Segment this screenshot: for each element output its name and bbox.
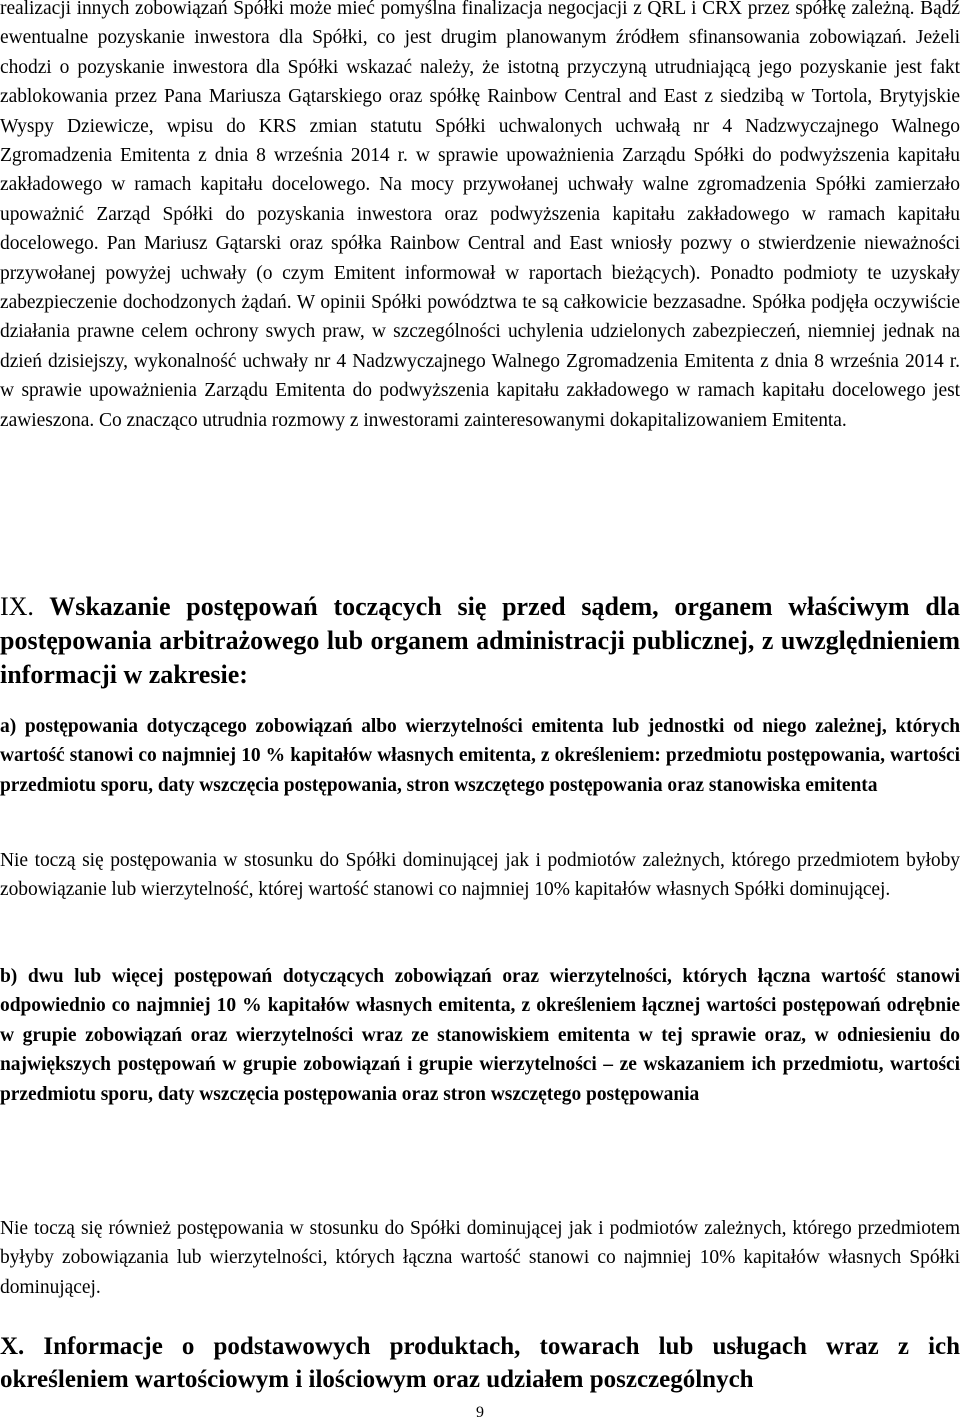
intro-paragraph: realizacji innych zobowiązań Spółki może mieć pomyślna finalizacja negocjacji z QRL i CRX przez spółkę zależną. Bądź ewentualne pozyskanie inwestora dla Spółki, co jest drugim planowanym źródłem sfinansowania zobowiązań. Jeżeli chodzi o pozyskanie inwestora dla Spółki wskazać należy, że istotną przyczyną utrudniającą jego pozyskanie jest fakt zablokowania przez Pana Mariusza Gątarskiego oraz spółkę Rainbow Central and East z siedzibą w Tortola, Brytyjskie Wyspy Dziewicze, wpisu do KRS zmian statutu Spółki uchwalonych uchwałą nr 4 Nadzwyczajnego Walnego Zgromadzenia Emitenta z dnia 8 września 2014 r. w sprawie upoważnienia Zarządu Spółki do podwyższenia kapitału zakładowego w ramach kapitału docelowego. Na mocy przywołanej uchwały walne zgromadzenia Spółki zamierzało upoważnić Zarząd Spółki do pozyskania inwestora oraz podwyższenia kapitału zakładowego w ramach kapitału docelowego. Pan Mariusz Gątarski oraz spółka Rainbow Central and East wniosły pozwy o stwierdzenie nieważności przywołanej powyżej uchwały (o czym Emitent informował w raportach bieżących). Ponadto podmioty te uzyskały zabezpieczenie dochodzonych żądań. W opinii Spółki powództwa te są całkowicie bezzasadne. Spółka podjęła oczywiście działania prawne celem ochrony swych praw, w szczególności uchylenia udzielonych zabezpieczeń, niemniej jednak na dzień dzisiejszy, wykonalność uchwały nr 4 Nadzwyczajnego Walnego Zgromadzenia Emitenta z dnia 8 września 2014 r. w sprawie upoważnienia Zarządu Emitenta do podwyższenia kapitału zakładowego w ramach kapitału docelowego jest zawieszona. Co znacząco utrudnia rozmowy z inwestorami zainteresowanymi dokapitalizowaniem Emitenta.: [0, 0, 960, 431]
point-a-body: Nie toczą się postępowania w stosunku do Spółki dominującej jak i podmiotów zależnych, którego przedmiotem byłoby zobowiązanie lub wierzytelność, której wartość stanowi co najmniej 10% kapitałów własnych Spółki dominującej.: [0, 850, 960, 901]
point-a-title: a) postępowania dotyczącego zobowiązań albo wierzytelności emitenta lub jednostki od niego zależnej, których wartość stanowi co najmniej 10 % kapitałów własnych emitenta, z określeniem: przedmiotu postępowania, wartości przedmiotu sporu, daty wszczęcia postępowania, stron wszczętego postępowania oraz stanowiska emitenta: [0, 716, 960, 796]
page-number: 9: [476, 1404, 484, 1421]
point-b-title: b) dwu lub więcej postępowań dotyczących zobowiązań oraz wierzytelności, których łączna wartość stanowi odpowiednio co najmniej 10 % kapitałów własnych emitenta, z określeniem łącznej wartości postępowań odrębnie w grupie zobowiązań oraz wierzytelności wraz ze stanowiskiem emitenta w tej sprawie oraz, w odniesieniu do największych postępowań w grupie zobowiązań i grupie wierzytelności – ze wskazaniem ich przedmiotu, wartości przedmiotu sporu, daty wszczęcia postępowania oraz stron wszczętego postępowania: [0, 966, 960, 1105]
point-b-body: Nie toczą się również postępowania w stosunku do Spółki dominującej jak i podmiotów zależnych, którego przedmiotem byłyby zobowiązania lub wierzytelności, których łączna wartość stanowi co najmniej 10% kapitałów własnych Spółki dominującej.: [0, 1218, 960, 1298]
section-x-heading: [0, 1330, 960, 1396]
section-ix-heading: [0, 590, 960, 692]
section-x-number: X.: [0, 1333, 25, 1360]
section-ix-number: IX.: [0, 592, 34, 621]
section-x-title: Informacje o podstawowych produktach, towarach lub usługach wraz z ich określeniem wartościowym i ilościowym oraz udziałem poszczególnych: [0, 1333, 960, 1393]
section-ix-title: Wskazanie postępowań toczących się przed sądem, organem właściwym dla postępowania arbitrażowego lub organem administracji publicznej, z uwzględnieniem informacji w zakresie:: [0, 592, 960, 689]
